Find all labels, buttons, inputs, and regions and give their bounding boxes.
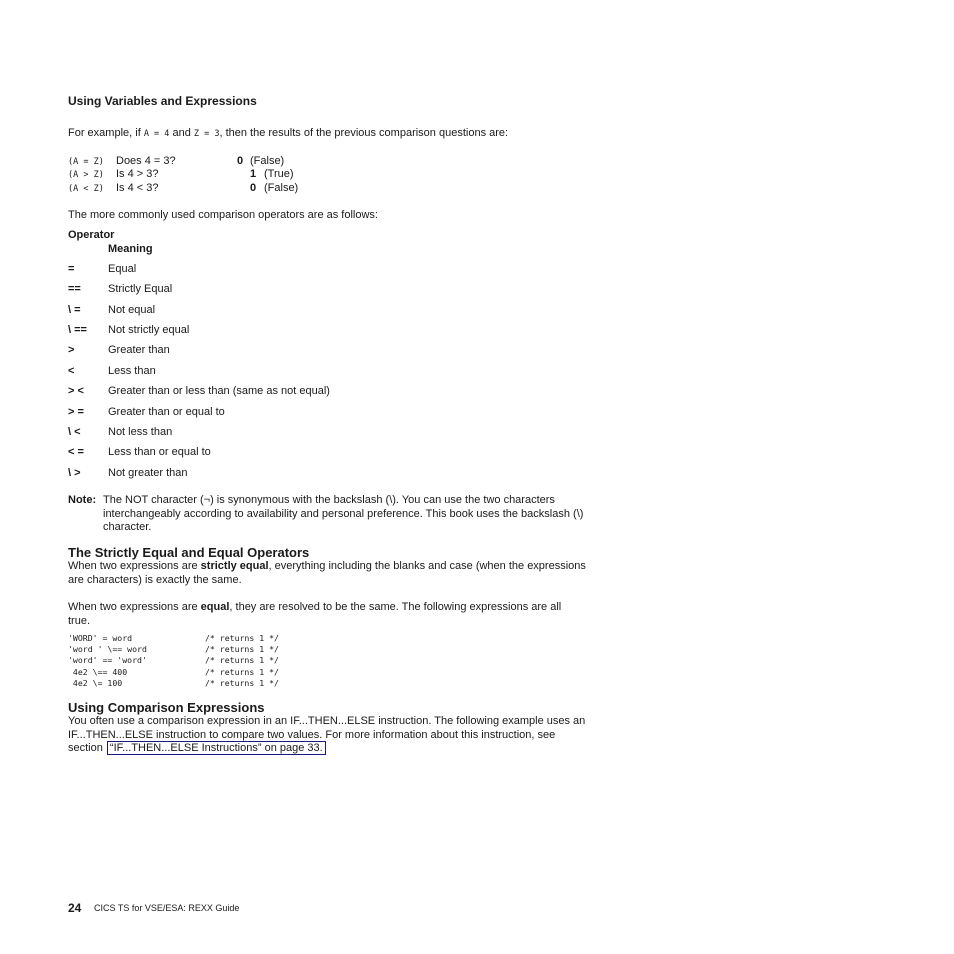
comparison-paragraph-line: You often use a comparison expression in an IF...THEN...ELSE instruction. The following example uses an	[68, 715, 586, 727]
operator-symbol: \ <	[68, 426, 81, 438]
example-question: Is 4 < 3?	[116, 182, 159, 194]
example-value: 0	[250, 182, 257, 194]
note-text-line: interchangeably according to availability and personal preference. This book uses the backslash (\)	[103, 508, 584, 520]
operator-meaning: Not greater than	[108, 467, 188, 479]
operator-meaning: Strictly Equal	[108, 283, 173, 295]
term-equal: equal	[200, 601, 230, 613]
operator-meaning: Greater than	[108, 344, 170, 356]
example-expression: (A = Z)	[68, 157, 104, 167]
operator-meaning: Less than or equal to	[108, 446, 211, 458]
strict-paragraph-line: When two expressions are strictly equal, everything including the blanks and case (when the expressions	[68, 560, 586, 572]
code-expression: 'word ' \== word	[68, 644, 147, 654]
operator-symbol: >	[68, 344, 75, 356]
operator-meaning: Not strictly equal	[108, 324, 190, 336]
code-comment: /* returns 1 */	[205, 655, 279, 665]
operator-symbol: < =	[68, 446, 84, 458]
operator-meaning: Less than	[108, 365, 156, 377]
operator-column-header: Operator	[68, 229, 115, 241]
operator-symbol: \ ==	[68, 324, 87, 336]
operators-intro: The more commonly used comparison operators are as follows:	[68, 209, 378, 221]
operator-symbol: =	[68, 263, 75, 275]
code-a-equals-4: A = 4	[143, 129, 170, 139]
operator-symbol: \ >	[68, 467, 81, 479]
example-result: (True)	[264, 168, 294, 180]
operator-meaning: Greater than or equal to	[108, 406, 225, 418]
cross-reference-link[interactable]: “IF...THEN...ELSE Instructions” on page 33.	[107, 741, 326, 755]
example-question: Is 4 > 3?	[116, 168, 159, 180]
code-expression: 4e2 \== 400	[68, 667, 128, 677]
example-result: (False)	[250, 155, 285, 167]
operator-symbol: <	[68, 365, 75, 377]
code-comment: /* returns 1 */	[205, 678, 279, 688]
operator-symbol: > <	[68, 385, 84, 397]
section-heading-strictly-equal: The Strictly Equal and Equal Operators	[68, 545, 310, 560]
code-expression: 'word' == 'word'	[68, 655, 147, 665]
operator-meaning: Equal	[108, 263, 137, 275]
section-heading-comparison-expressions: Using Comparison Expressions	[68, 700, 265, 715]
equal-paragraph-line: When two expressions are equal, they are resolved to be the same. The following expressions are all	[68, 601, 562, 613]
running-header: Using Variables and Expressions	[68, 94, 257, 108]
example-result: (False)	[264, 182, 299, 194]
code-comment: /* returns 1 */	[205, 667, 279, 677]
intro-paragraph: For example, if A = 4 and Z = 3, then the results of the previous comparison questions are:	[68, 127, 509, 139]
operator-symbol: > =	[68, 406, 84, 418]
operator-symbol: \ =	[68, 304, 81, 316]
book-title: CICS TS for VSE/ESA: REXX Guide	[94, 903, 240, 913]
operator-meaning: Not less than	[108, 426, 173, 438]
code-comment: /* returns 1 */	[205, 633, 279, 643]
meaning-column-header: Meaning	[108, 243, 153, 255]
term-strictly-equal: strictly equal	[200, 560, 269, 572]
comparison-paragraph-line: IF...THEN...ELSE instruction to compare two values. For more information about this instruction, see	[68, 729, 556, 741]
code-expression: 'WORD' = word	[68, 633, 133, 643]
operator-symbol: ==	[68, 283, 81, 295]
code-comment: /* returns 1 */	[205, 644, 279, 654]
code-expression: 4e2 \= 100	[68, 678, 123, 688]
note-label: Note:	[68, 494, 97, 506]
note-text-line: The NOT character (¬) is synonymous with the backslash (\). You can use the two characters	[103, 494, 555, 506]
note-text-line: character.	[103, 521, 152, 533]
comparison-paragraph-line: section “IF...THEN...ELSE Instructions” on page 33.	[68, 742, 326, 756]
example-expression: (A < Z)	[68, 184, 104, 194]
example-expression: (A > Z)	[68, 170, 104, 180]
operator-meaning: Not equal	[108, 304, 156, 316]
strict-paragraph-line: are characters) is exactly the same.	[68, 574, 242, 586]
operator-meaning: Greater than or less than (same as not equal)	[108, 385, 330, 397]
example-value: 0	[237, 155, 244, 167]
page-number: 24	[68, 901, 82, 915]
example-value: 1	[250, 168, 257, 180]
code-z-equals-3: Z = 3	[193, 129, 220, 139]
example-question: Does 4 = 3?	[116, 155, 176, 167]
equal-paragraph-line: true.	[68, 615, 91, 627]
